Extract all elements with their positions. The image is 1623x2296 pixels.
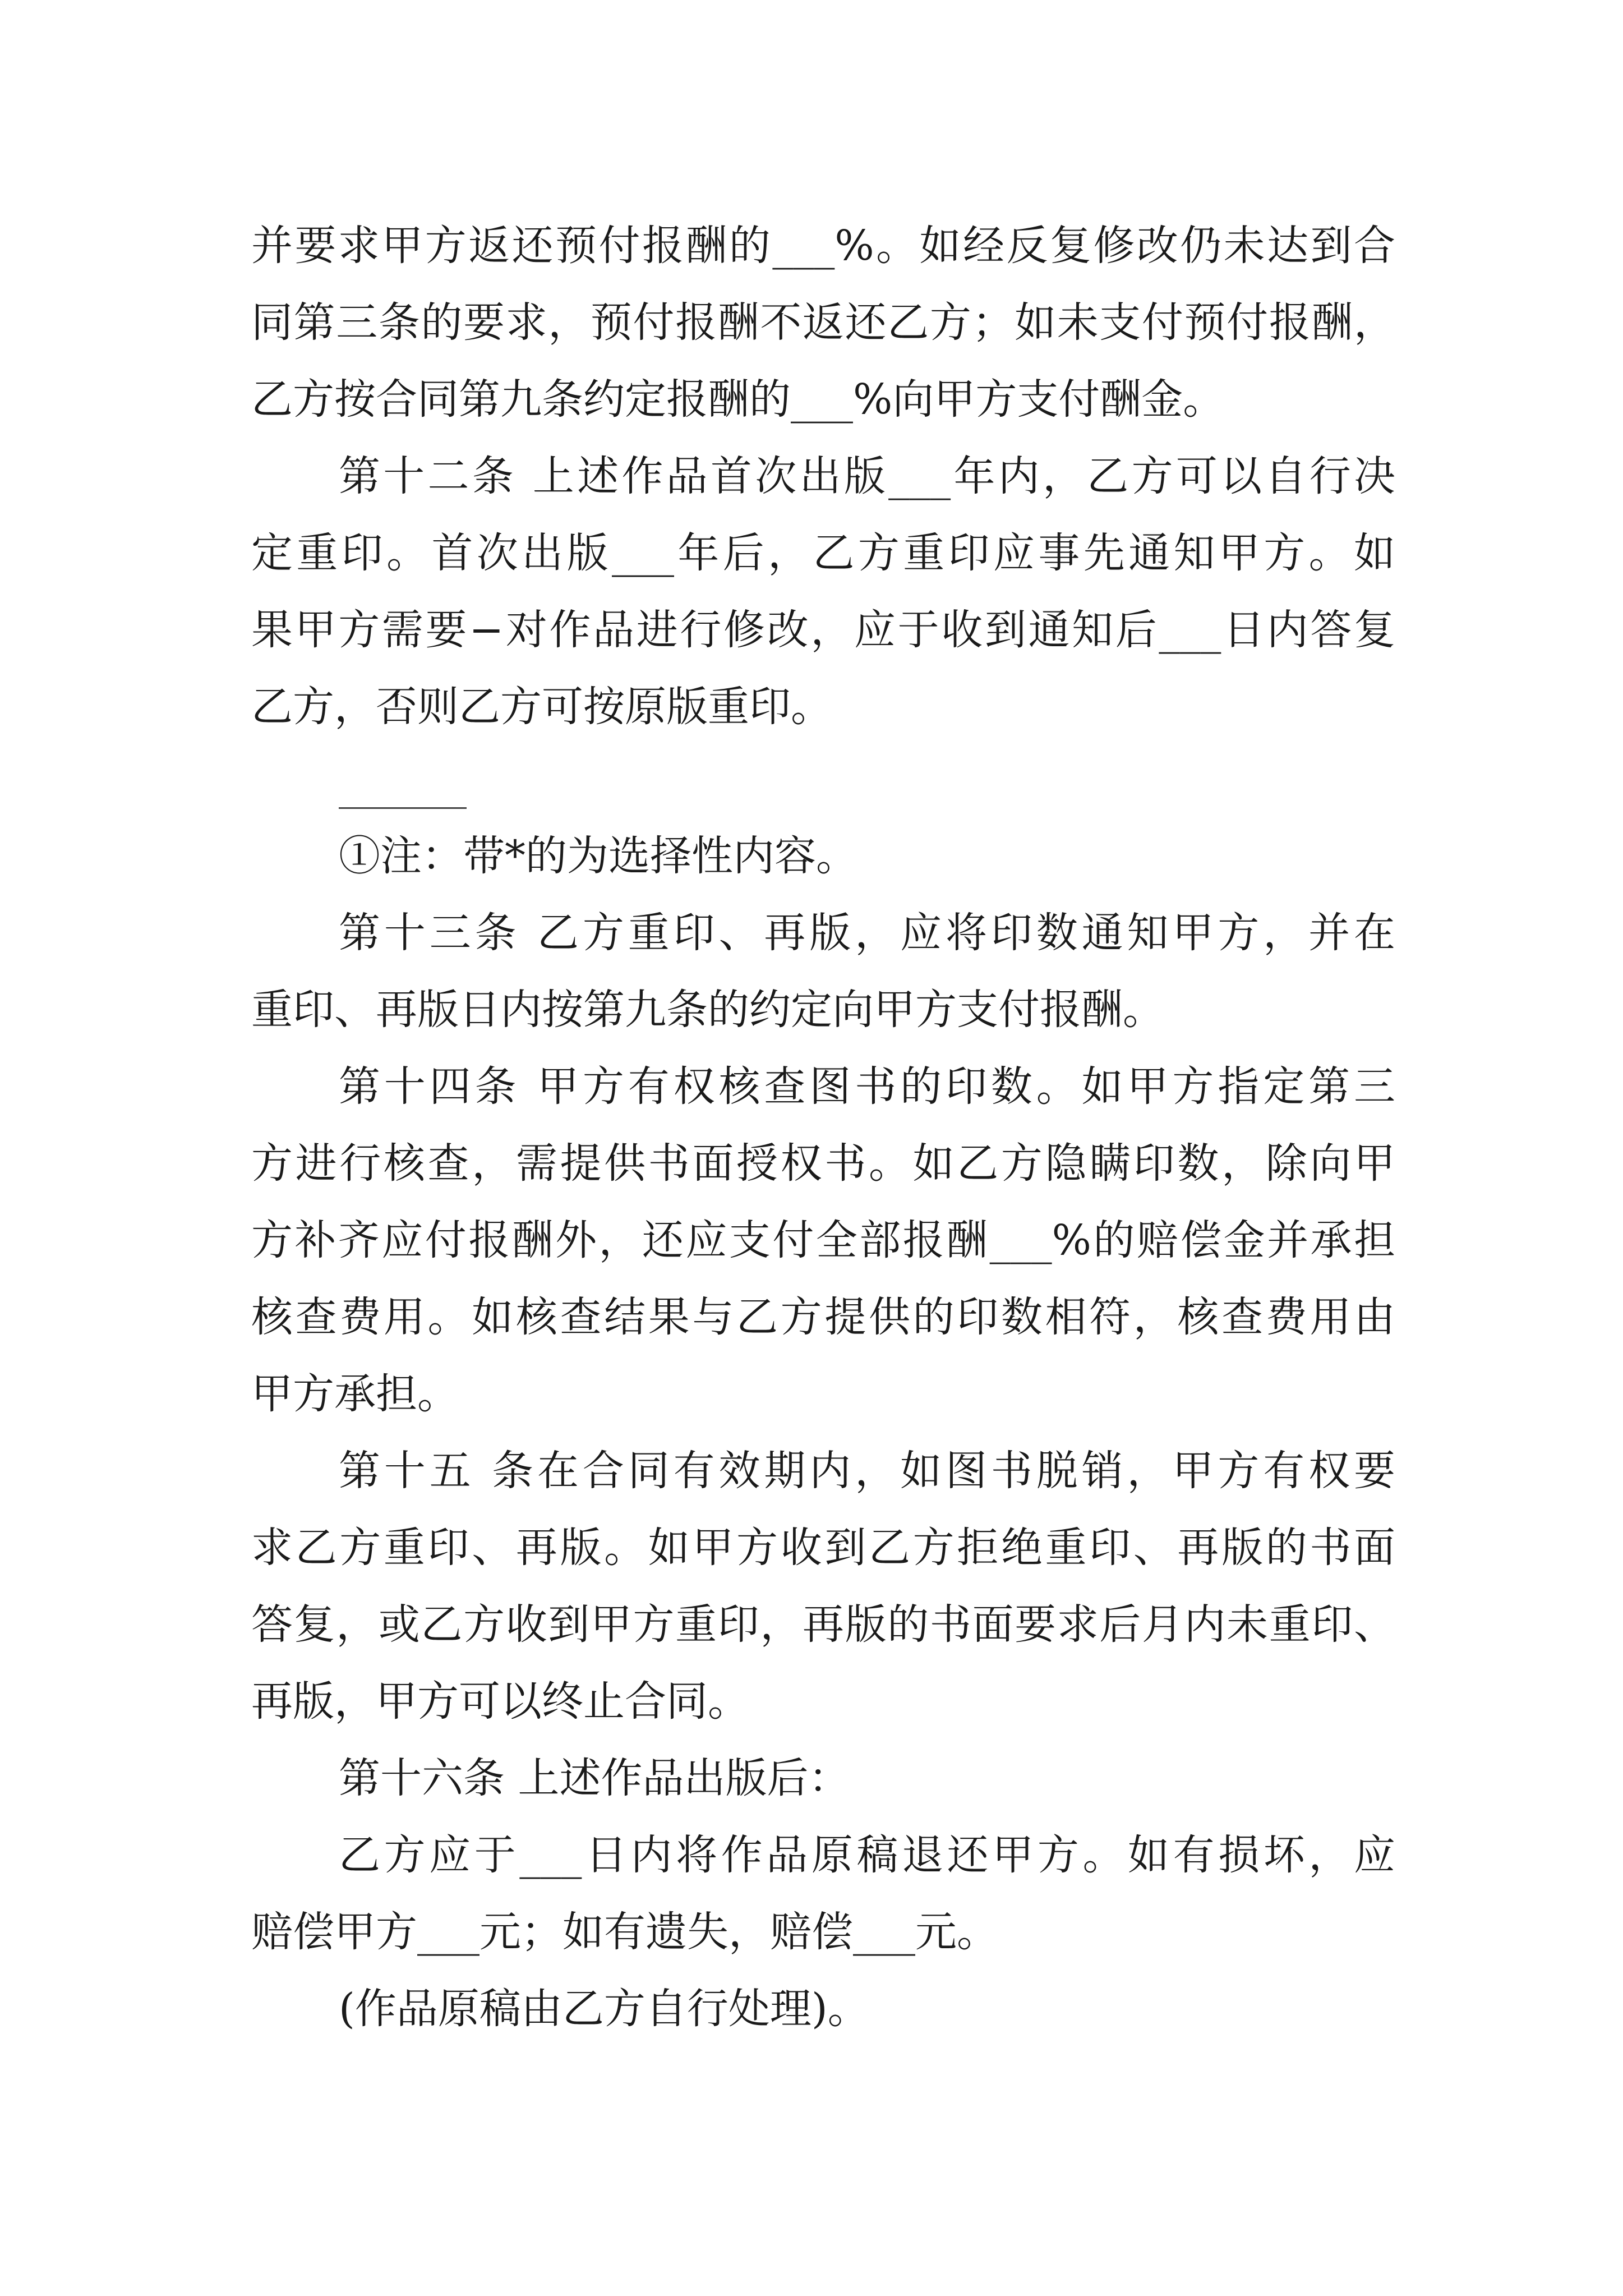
text-line: 再版，甲方可以终止合同。 bbox=[251, 1677, 749, 1726]
text-line: 乙方按合同第九条约定报酬的___%向甲方支付酬金。 bbox=[251, 375, 1225, 424]
text-line: (作品原稿由乙方自行处理)。 bbox=[339, 1985, 869, 2033]
text-line: 第十二条 上述作品首次出版___年内，乙方可以自行决 bbox=[339, 452, 1395, 500]
text-line: 并要求甲方返还预付报酬的___%。如经反复修改仍未达到合 bbox=[251, 222, 1395, 270]
text-line: 第十四条 甲方有权核查图书的印数。如甲方指定第三 bbox=[339, 1062, 1395, 1111]
text-line: 甲方承担。 bbox=[251, 1370, 459, 1418]
text-line: 方补齐应付报酬外，还应支付全部报酬___%的赔偿金并承担 bbox=[251, 1216, 1395, 1264]
text-line: 第十六条 上述作品出版后： bbox=[339, 1754, 850, 1802]
text-line: 重印、再版日内按第九条的约定向甲方支付报酬。 bbox=[251, 986, 1164, 1034]
text-line: 赔偿甲方___元；如有遗失，赔偿___元。 bbox=[251, 1908, 998, 1956]
text-line: 第十三条 乙方重印、再版，应将印数通知甲方，并在 bbox=[339, 909, 1395, 957]
text-line: 同第三条的要求，预付报酬不返还乙方；如未支付预付报酬， bbox=[251, 298, 1395, 347]
text-line: 乙方，否则乙方可按原版重印。 bbox=[251, 683, 832, 731]
text-line: 定重印。首次出版___年后，乙方重印应事先通知甲方。如 bbox=[251, 529, 1395, 577]
text-line: 核查费用。如核查结果与乙方提供的印数相符，核查费用由 bbox=[251, 1293, 1395, 1341]
text-line: 果甲方需要−对作品进行修改，应于收到通知后___日内答复 bbox=[251, 606, 1395, 654]
text-line: 方进行核查，需提供书面授权书。如乙方隐瞒印数，除向甲 bbox=[251, 1139, 1395, 1188]
text-line: 答复，或乙方收到甲方重印，再版的书面要求后月内未重印、 bbox=[251, 1600, 1395, 1649]
footnote-text: ①注：带*的为选择性内容。 bbox=[339, 832, 857, 880]
text-line: 第十五 条在合同有效期内，如图书脱销，甲方有权要 bbox=[339, 1447, 1395, 1495]
text-line: 乙方应于___日内将作品原稿退还甲方。如有损坏，应 bbox=[339, 1831, 1395, 1879]
text-line: 求乙方重印、再版。如甲方收到乙方拒绝重印、再版的书面 bbox=[251, 1524, 1395, 1572]
footnote-separator bbox=[339, 807, 467, 809]
